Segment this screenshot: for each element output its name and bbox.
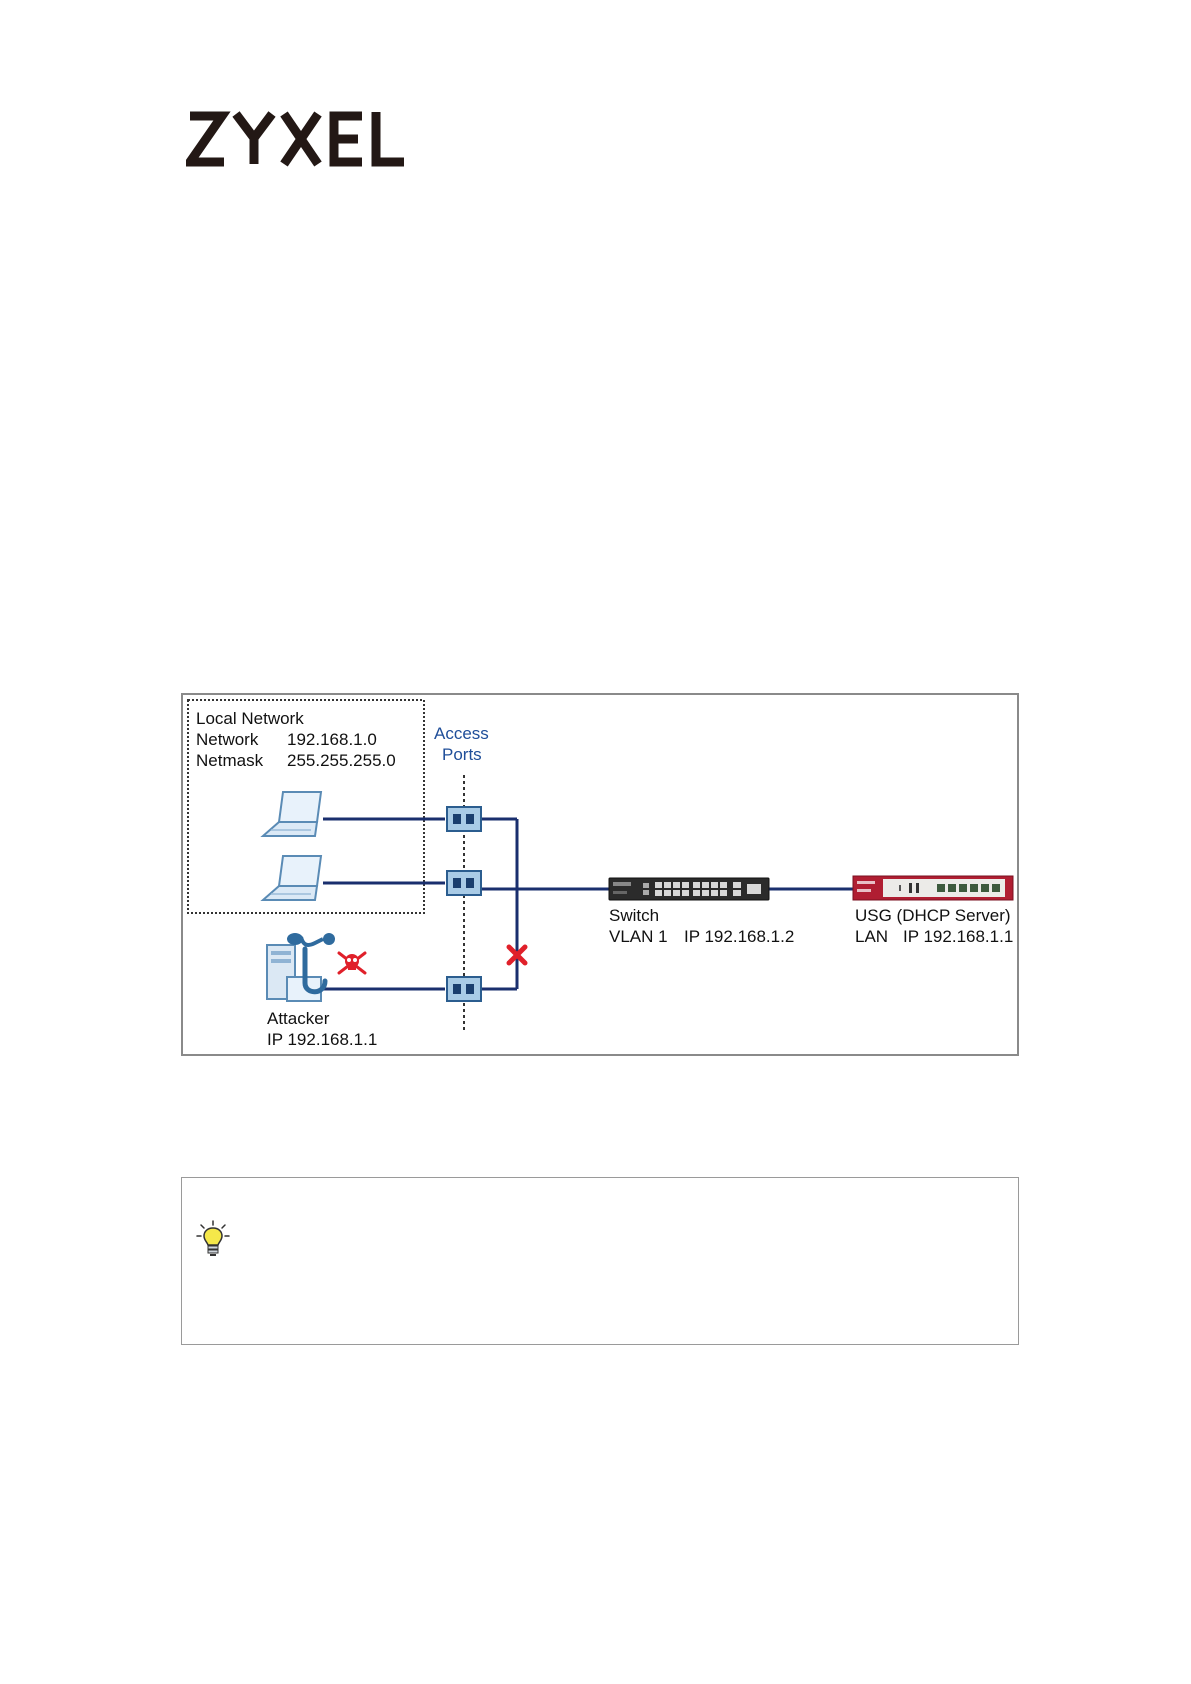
access-ports-label-line1: Access: [434, 724, 489, 743]
network-label: Network: [196, 730, 259, 749]
network-diagram: [181, 693, 1019, 1056]
network-value: 192.168.1.0: [287, 730, 377, 749]
local-network-title: Local Network: [196, 709, 304, 728]
usg-name: USG (DHCP Server): [855, 906, 1011, 925]
access-ports-label-line2: Ports: [442, 745, 482, 764]
zyxel-logo: [186, 108, 406, 170]
usg-ip: IP 192.168.1.1: [903, 927, 1014, 946]
switch-name: Switch: [609, 906, 660, 925]
usg-lan: LAN: [855, 927, 889, 946]
netmask-value: 255.255.255.0: [287, 751, 396, 770]
attacker-ip: IP 192.168.1.1: [267, 1030, 378, 1049]
usg-firewall-icon: [853, 876, 1013, 900]
laptop-icon: [263, 856, 321, 900]
netmask-label: Netmask: [196, 751, 264, 770]
attacker-name: Attacker: [267, 1009, 330, 1028]
laptop-icon: [263, 792, 321, 836]
attacker-computer-icon: [267, 933, 335, 1001]
tip-box: [181, 1177, 1019, 1345]
access-port-icon: [447, 807, 481, 831]
access-port-icon: [447, 977, 481, 1001]
switch-vlan: VLAN 1: [609, 927, 668, 946]
switch-ip: IP 192.168.1.2: [684, 927, 795, 946]
access-port-icon: [447, 871, 481, 895]
lightbulb-icon: [196, 1220, 230, 1258]
switch-icon: [609, 878, 769, 900]
network-links: [323, 819, 853, 989]
skull-crossbones-icon: [339, 953, 365, 973]
